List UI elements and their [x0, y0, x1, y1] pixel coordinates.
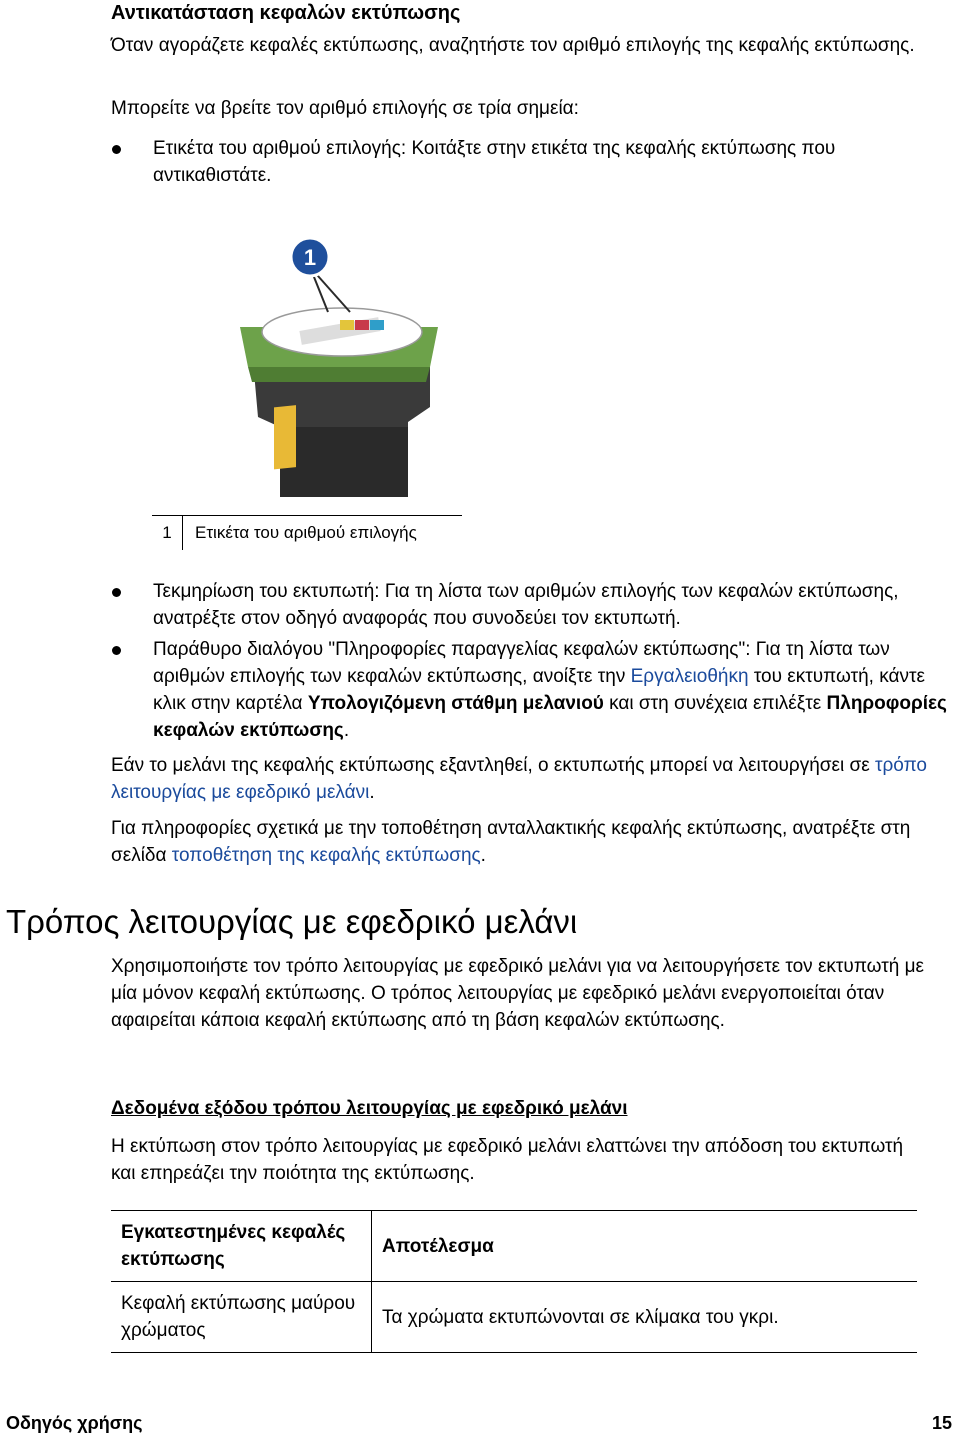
reserve-output-subtitle: Δεδομένα εξόδου τρόπου λειτουργίας με εφεδρικό μελάνι [111, 1098, 628, 1119]
para-text-a: Για πληροφορίες σχετικά με την τοποθέτηση ανταλλακτικής κεφαλής εκτύπωσης, ανατρέξτε στη σελίδα [111, 818, 911, 866]
callout-number: 1 [303, 245, 317, 270]
para-text-a: Εάν το μελάνι της κεφαλής εκτύπωσης εξαντληθεί, ο εκτυπωτής μπορεί να λειτουργήσει σε [111, 755, 875, 776]
column-header: Αποτέλεσμα [382, 1235, 494, 1257]
footer-title: Οδηγός χρήσης [6, 1413, 143, 1433]
caption-number: 1 [152, 516, 183, 550]
locations-intro: Μπορείτε να βρείτε τον αριθμό επιλογής σε τρία σημεία: [111, 98, 579, 119]
ink-empty-paragraph [111, 752, 931, 806]
table-header-row [111, 1211, 917, 1282]
caption-text: Ετικέτα του αριθμού επιλογής [195, 523, 417, 542]
reserve-output-table [111, 1210, 917, 1353]
bullet-text-b: του εκτυπωτή, κάντε κλικ στην καρτέλα [153, 666, 925, 714]
bullet-list-1 [111, 135, 951, 193]
printhead-illustration [230, 232, 470, 522]
list-item [111, 578, 951, 632]
figure-caption [152, 515, 462, 550]
bullet-text-c: και στη συνέχεια επιλέξτε [603, 693, 827, 714]
bullet-text-d: . [343, 720, 350, 741]
page-number: 15 [931, 1413, 952, 1433]
table-row [111, 1282, 917, 1353]
list-item [111, 636, 951, 744]
reserve-mode-title: Τρόπος λειτουργίας με εφεδρικό μελάνι [6, 903, 578, 940]
column-header: Εγκατεστημένες κεφαλές εκτύπωσης [111, 1211, 372, 1282]
install-paragraph [111, 815, 931, 869]
bullet-text-a: Παράθυρο διαλόγου "Πληροφορίες παραγγελίας κεφαλών εκτύπωσης": Για τη λίστα των αριθμών επιλογής των κεφαλών εκτύπωσης, ανοίξτε την [153, 639, 890, 687]
reserve-output-paragraph: Η εκτύπωση στον τρόπο λειτουργίας με εφεδρικό μελάνι ελαττώνει την απόδοση του εκτυπωτή και επηρεάζει την ποιότητα της εκτύπωσης. [111, 1136, 904, 1184]
bullet-icon [112, 646, 121, 655]
list-item [111, 135, 951, 189]
reserve-mode-paragraph: Χρησιμοποιήστε τον τρόπο λειτουργίας με εφεδρικό μελάνι για να λειτουργήσετε τον εκτυπωτή με μία μόνον κεφαλή εκτύπωσης. Ο τρόπος λειτουργίας με εφεδρικό μελάνι ενεργοποιείται όταν αφαιρείται κάποια κεφαλή εκτύπωσης από τη βάση κεφαλών εκτύπωσης. [111, 956, 925, 1031]
section-title: Αντικατάσταση κεφαλών εκτύπωσης [111, 2, 461, 24]
printhead-info-option: Πληροφορίες κεφαλών εκτύπωσης [153, 693, 947, 741]
toolbox-link[interactable]: Εργαλειοθήκη [630, 666, 749, 687]
table-cell: Κεφαλή εκτύπωσης μαύρου χρώματος [111, 1282, 372, 1353]
bullet-icon [112, 588, 121, 597]
bullet-text: Ετικέτα του αριθμού επιλογής: Κοιτάξτε στην ετικέτα της κεφαλής εκτύπωσης που αντικαθιστάτε. [153, 138, 836, 186]
bullet-list-2 [111, 578, 951, 748]
para-text-b: . [480, 845, 486, 866]
bullet-text: Τεκμηρίωση του εκτυπωτή: Για τη λίστα των αριθμών επιλογής των κεφαλών εκτύπωσης, ανατρέξτε στον οδηγό αναφοράς που συνοδεύει τον εκτυπωτή. [153, 581, 899, 629]
install-printhead-link[interactable]: τοποθέτηση της κεφαλής εκτύπωσης [171, 845, 481, 866]
printhead-figure [230, 232, 470, 522]
table-cell: Τα χρώματα εκτυπώνονται σε κλίμακα του γκρι. [382, 1306, 779, 1328]
ink-level-tab: Υπολογιζόμενη στάθμη μελανιού [307, 693, 604, 714]
reserve-mode-link[interactable]: τρόπο λειτουργίας με εφεδρικό μελάνι [111, 755, 928, 803]
intro-paragraph: Όταν αγοράζετε κεφαλές εκτύπωσης, αναζητήστε τον αριθμό επιλογής της κεφαλής εκτύπωσης. [111, 35, 915, 56]
bullet-icon [112, 145, 121, 154]
para-text-b: . [369, 782, 375, 803]
